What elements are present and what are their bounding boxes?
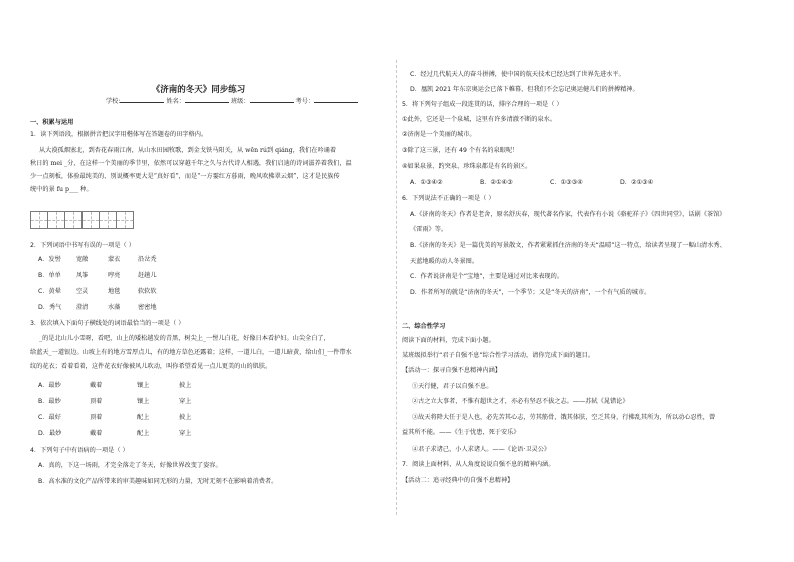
q3-passage-line: _的是北山儿小雪呀，看吧，山上的矮松越发的青黑，树尖上_一髻儿白花，好像日本看护妇。山尖全白了， — [39, 335, 330, 342]
q6-option-a-cont: 《雷雨》等。 — [410, 226, 448, 233]
q1-passage-line: 统中的景 fu p___ 种。 — [30, 186, 93, 193]
q3-passage-line: 纹的花衣；看着看着，这件花衣好像被风儿吹动，叫你希望看见一点儿更美的山的肌肤。 — [30, 363, 272, 370]
school-label: 学校: — [106, 98, 121, 105]
section-heading-1: 一、积累与运用 — [30, 119, 74, 126]
quote-3: ③故天将降大任于是人也，必先苦其心志，劳其筋骨，饿其体肤，空乏其身，行拂乱其所为，所以动心忍性，曾 — [412, 414, 716, 421]
name-label: 姓名： — [166, 98, 185, 105]
q4-option-d: D．凰凯 2021 年东京奥运会已落下帷幕，但我们不会忘记奥运健儿们的拼搏精神。 — [410, 86, 639, 93]
q2-option-a: A．发髻 宽敞 蒙衣 沿岔秃 — [38, 256, 157, 263]
q2-option-b: B．单单 凤筝 哼亮 赶趟儿 — [38, 272, 157, 279]
q2-option-d: D．秀气 澄清 水藻 密密地 — [38, 304, 157, 311]
reading-intro: 阅读下面的材料，完成下面小题。 — [402, 337, 495, 344]
q5-option-b: B．②①④③ — [480, 179, 513, 186]
grid-cell[interactable] — [99, 211, 117, 229]
grid-cell[interactable] — [82, 211, 100, 229]
q5-options — [410, 179, 653, 187]
activity-1-heading: 【活动一：探寻自强不息精神内涵】 — [402, 367, 501, 374]
activity-2-heading: 【活动二：追寻经典中的自强不息精神】 — [402, 477, 514, 484]
quote-3-cont: 益其所不能。——《生于忧患，死于安乐》 — [402, 429, 520, 436]
q5-item: ③除了这三景，还有 49 个有名的泉眼呢！ — [402, 147, 519, 154]
q5-item: ④如果泉景、趵突泉、珍珠泉都是有名的景区。 — [402, 163, 532, 170]
q4-stem: 4．下列句子中有语病的一项是（ ） — [30, 447, 129, 454]
quote-2: ②古之立大事者，不惟有超世之才，亦必有坚忍不拔之志。——苏轼《晁错论》 — [412, 398, 629, 405]
q1-passage-line: 秋日的 mei _分，在这样一个美丽的季节里，依然可以穿越千年之久与古代诗人相遇，我们启迪的诗词滋养着我们，温 — [30, 160, 352, 167]
class-blank — [250, 96, 294, 103]
activity-intro: 某班级拟举行“君子自强不息”综合性学习活动，请你完成下面的题目。 — [402, 352, 595, 359]
class-label: 班级： — [230, 98, 250, 105]
q5-item: ①此外，它还是一个泉城，这里有许多清澈不断的泉水。 — [402, 116, 557, 123]
q6-option-d: D．作者所写的就是“济南的冬天”，一个季节；又是“冬天的济南”，一个有气质的城市。 — [410, 289, 651, 296]
q3-option-c: C．最好 顶着 配上 披上 — [38, 414, 192, 421]
q6-stem: 6．下列说法不正确的一项是（ ） — [402, 195, 495, 202]
q3-stem: 3．依次填入下面句子横线处的词语最恰当的一项是（ ） — [30, 320, 185, 327]
school-blank — [120, 96, 164, 103]
q3-option-d: D．最妙 戴着 配上 穿上 — [38, 430, 192, 437]
quote-1: ①天行健，君子以自强不息。 — [412, 383, 493, 390]
answer-grid[interactable] — [30, 211, 133, 229]
section-heading-2: 二、综合性学习 — [402, 323, 446, 330]
grid-cell[interactable] — [47, 211, 65, 229]
q7-stem: 7．阅读上面材料，从人角度说说自强不息的精神内涵。 — [402, 461, 555, 468]
grid-cell[interactable] — [30, 211, 48, 229]
q5-option-a: A．①③④② — [410, 179, 443, 186]
q5-option-d: D．②①③④ — [620, 179, 654, 186]
q5-stem: 5．将下列句子组成一段连贯的话，排序合理的一项是（ ） — [402, 101, 563, 108]
quote-4: ④君子求诸己，小人求诸人。——《论语·卫灵公》 — [412, 446, 551, 453]
q3-option-a: A．最妙 戴着 镶上 披上 — [38, 382, 192, 389]
q6-option-a: A.《济南的冬天》作者是老舍，原名舒庆春，现代著名作家，代表作有小说《骆驼祥子》《四世同堂》，话剧《茶馆》 — [410, 211, 726, 218]
q4-option-c: C．经过几代航天人的奋斗拼搏，使中国的航天技术已经达到了世界先进水平。 — [410, 71, 625, 78]
q6-option-b: B.《济南的冬天》是一篇优美的写景散文，作者紧紧抓住济南的冬天“温晴”这一特点，给读者呈现了一幅山清水秀、 — [410, 242, 726, 249]
exam-number-blank — [314, 96, 358, 103]
q1-passage-line: 从大漠孤烟塞北，到杏花春雨江南，从山水田园牧歌，到金戈铁马阳关，从 wēn rú到 qiáng，我们在吟诵着 — [39, 147, 337, 154]
q3-passage-line: 给蓝天_一道银边。山坡上有的地方雪厚点儿，有的地方草色还露着；这样，一道儿白，一道儿暗黄，给山们_一件带水 — [30, 349, 352, 356]
q1-passage-line: 少一点刻板，体验最纯美的、别说概率更大是“真好看”，而是“一方霎红方暮雨，晚风吹拂翠云烟”，这才是民族传 — [30, 173, 340, 180]
page-title: 《济南的冬天》同步练习 — [151, 85, 246, 95]
q6-option-c: C．作者说济南是个“宝地”，主要是通过对比来表现的。 — [410, 273, 564, 280]
q2-stem: 2．下列词语中书写有误的一项是（ ） — [30, 242, 135, 249]
q2-option-c: C．黄晕 空灵 地毯 软软软 — [38, 288, 157, 295]
exam-number-label: 考号： — [295, 98, 315, 105]
q6-option-b-cont: 天蓝地暖的动人冬景图。 — [410, 258, 479, 265]
column-divider — [396, 60, 397, 515]
q4-option-a: A．真的，下这一场雨，才完全落走了冬天，好像世界改变了姿容。 — [38, 462, 222, 469]
grid-cell[interactable] — [116, 211, 134, 229]
q3-option-b: B．最妙 顶着 镶上 穿上 — [38, 398, 192, 405]
grid-cell[interactable] — [64, 211, 82, 229]
name-blank — [185, 96, 229, 103]
q5-option-c: C．①③③④ — [550, 179, 583, 186]
q4-option-b: B．高水准的文化产品所带来的审美趣味如同无形的力量，无时无刻不在影响着消费者。 — [38, 478, 278, 485]
q5-item: ②济南是一个美丽的城市。 — [402, 131, 476, 138]
student-info-row — [106, 96, 358, 106]
q1-stem: 1．读下列语段，根据拼音把汉字用楷体写在答题卷的田字格内。 — [30, 131, 208, 138]
